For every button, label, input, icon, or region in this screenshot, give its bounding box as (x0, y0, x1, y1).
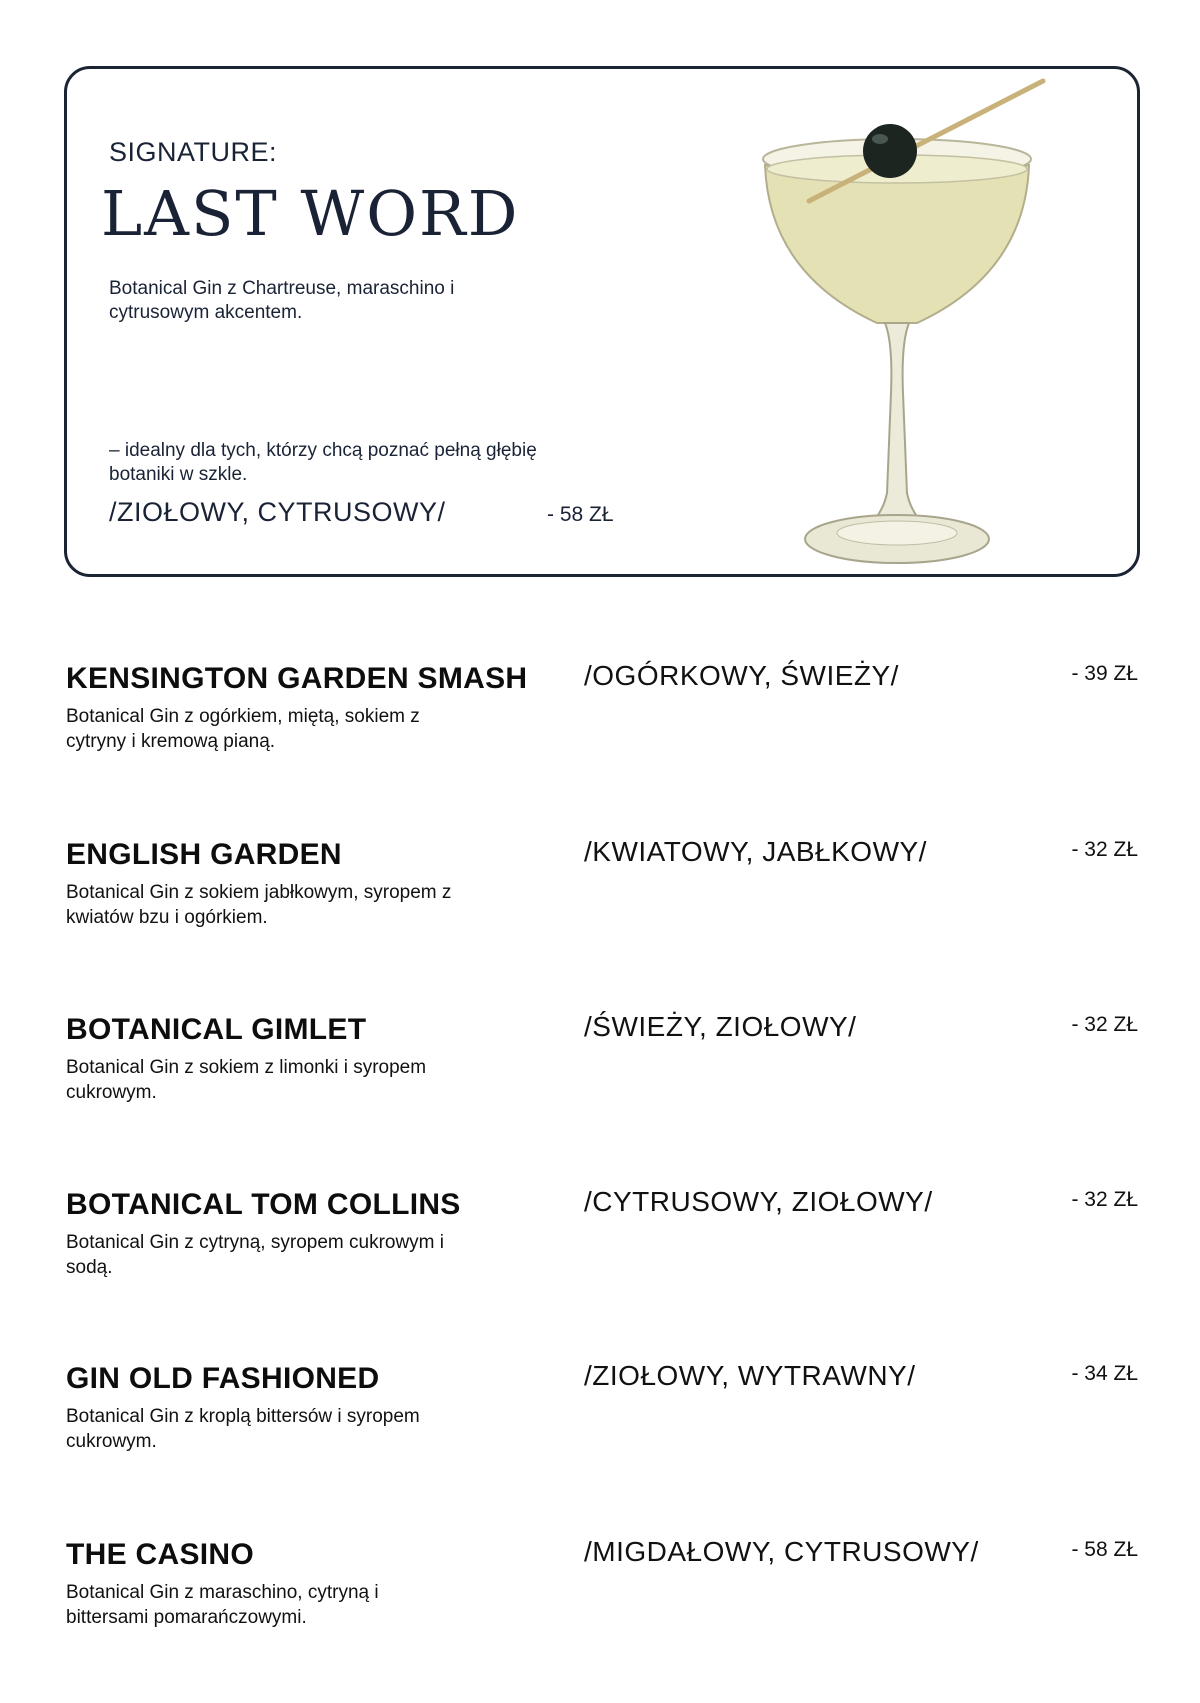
drink-price: - 39 ZŁ (1071, 662, 1138, 685)
drink-description: Botanical Gin z maraschino, cytryną i bittersami pomarańczowymi. (66, 1582, 379, 1628)
signature-title: LAST WORD (101, 177, 520, 250)
signature-card (64, 66, 1140, 577)
drink-price: - 34 ZŁ (1071, 1362, 1138, 1385)
cocktail-glass-with-olive-icon (747, 73, 1127, 573)
signature-description: Botanical Gin z Chartreuse, maraschino i cytrusowym akcentem. (109, 278, 455, 323)
drink-item-botanical-tom-collins (64, 1188, 1140, 1298)
drink-name: BOTANICAL TOM COLLINS (66, 1188, 461, 1221)
drink-name: ENGLISH GARDEN (66, 838, 342, 871)
signature-flavor: /ZIOŁOWY, CYTRUSOWY/ (109, 497, 446, 527)
drink-price: - 32 ZŁ (1071, 838, 1138, 861)
drink-flavor: /ŚWIEŻY, ZIOŁOWY/ (584, 1011, 857, 1042)
drink-name: THE CASINO (66, 1538, 255, 1571)
drink-flavor: /MIGDAŁOWY, CYTRUSOWY/ (584, 1536, 979, 1567)
drink-description: Botanical Gin z ogórkiem, miętą, sokiem z cytryny i kremową pianą. (66, 706, 420, 752)
drink-description: Botanical Gin z sokiem jabłkowym, syropem z kwiatów bzu i ogórkiem. (66, 882, 452, 928)
signature-price: - 58 ZŁ (547, 503, 614, 526)
signature-label: SIGNATURE: (109, 137, 278, 167)
drink-description: Botanical Gin z cytryną, syropem cukrowym i sodą. (66, 1232, 445, 1278)
drink-item-the-casino (64, 1538, 1140, 1648)
drink-name: GIN OLD FASHIONED (66, 1362, 380, 1395)
drink-flavor: /OGÓRKOWY, ŚWIEŻY/ (584, 660, 899, 691)
drink-name: KENSINGTON GARDEN SMASH (66, 662, 528, 695)
drink-item-english-garden (64, 838, 1140, 948)
drink-description: Botanical Gin z sokiem z limonki i syropem cukrowym. (66, 1057, 427, 1103)
drink-flavor: /KWIATOWY, JABŁKOWY/ (584, 836, 927, 867)
drink-item-gin-old-fashioned (64, 1362, 1140, 1472)
drink-price: - 32 ZŁ (1071, 1188, 1138, 1211)
drink-item-botanical-gimlet (64, 1013, 1140, 1123)
drink-name: BOTANICAL GIMLET (66, 1013, 367, 1046)
drink-description: Botanical Gin z kroplą bittersów i syropem cukrowym. (66, 1406, 420, 1452)
drink-item-kensington-garden-smash (64, 662, 1140, 772)
drink-price: - 58 ZŁ (1071, 1538, 1138, 1561)
drink-flavor: /ZIOŁOWY, WYTRAWNY/ (584, 1360, 916, 1391)
drink-flavor: /CYTRUSOWY, ZIOŁOWY/ (584, 1186, 933, 1217)
signature-tagline: – idealny dla tych, którzy chcą poznać pełną głębię botaniki w szkle. (109, 440, 537, 485)
drink-price: - 32 ZŁ (1071, 1013, 1138, 1036)
